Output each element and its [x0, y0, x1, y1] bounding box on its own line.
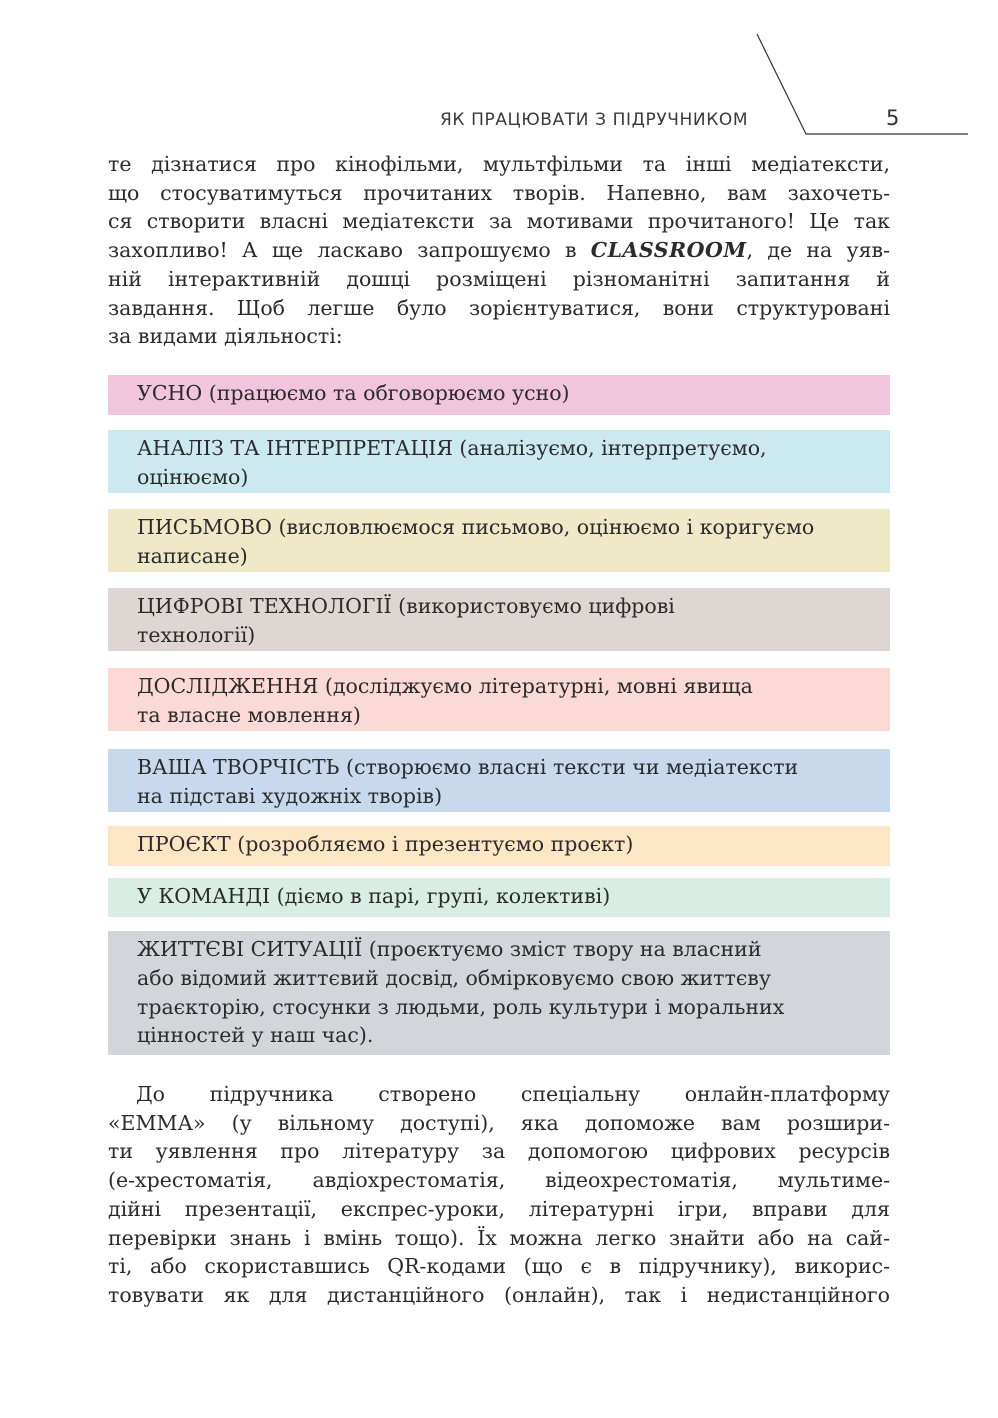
text-fragment: захопливо! А ще ласкаво запрошуємо в [108, 238, 591, 263]
text-line: «ЕММА» (у вільному доступі), яка допоможе вам розшири- [108, 1110, 890, 1135]
text-line: перевірки знань і вмінь тощо). Їх можна легко знайти або на сай- [108, 1225, 890, 1250]
box-line: та власне мовлення) [137, 702, 361, 727]
running-head: ЯК ПРАЦЮВАТИ З ПІДРУЧНИКОМ [440, 110, 749, 130]
box-line: ЖИТТЄВІ СИТУАЦІЇ (проєктуємо зміст твору на власний [137, 937, 762, 961]
box-line: ПИСЬМОВО (висловлюємося письмово, оцінюємо і коригуємо [137, 515, 815, 539]
box-line: ПРОЄКТ (розробляємо і презентуємо проєкт) [137, 832, 634, 856]
box-line: ЦИФРОВІ ТЕХНОЛОГІЇ (використовуємо цифрові [137, 594, 675, 618]
activity-box-life-situations [108, 931, 890, 1055]
box-line: ВАША ТВОРЧІСТЬ (створюємо власні тексти чи медіатексти [137, 755, 799, 779]
page-number: 5 [886, 106, 900, 130]
box-line: траєкторію, стосунки з людьми, роль культури і моральних [137, 994, 785, 1019]
text-line: те дізнатися про кінофільми, мультфільми та інші медіатексти, [108, 152, 890, 176]
text-line: за видами діяльності: [108, 324, 343, 349]
text-line: До підручника створено спеціальну онлайн-платформу [136, 1082, 890, 1106]
box-line: або відомий життєвий досвід, обмірковуємо свою життєву [137, 965, 771, 990]
intro-paragraph [108, 150, 890, 351]
text-line: ся створити власні медіатексти за мотивами прочитаного! Це так [108, 209, 890, 234]
box-line: цінностей у наш час). [137, 1023, 374, 1048]
text-line: завдання. Щоб легше було зорієнтуватися, вони структуровані [108, 295, 890, 320]
box-line: технології) [137, 622, 256, 647]
activity-box-usno [108, 375, 890, 415]
activity-box-digital [108, 588, 890, 651]
activity-box-analysis [108, 430, 890, 493]
box-line: оцінюємо) [137, 464, 249, 489]
text-line: товувати як для дистанційного (онлайн), так і недистанційного [108, 1282, 890, 1307]
box-line: на підставі художніх творів) [137, 783, 443, 808]
activity-box-research [108, 668, 890, 731]
text-line [108, 236, 890, 265]
text-line: ти уявлення про літературу за допомогою цифрових ресурсів [108, 1139, 890, 1164]
box-line: УСНО (працюємо та обговорюємо усно) [137, 381, 570, 405]
closing-paragraph [108, 1080, 890, 1310]
text-line: дійні презентації, експрес-уроки, літературні ігри, вправи для [108, 1196, 890, 1221]
text-line: ній інтерактивній дошці розміщені різноманітні запитання й [108, 266, 890, 291]
text-fragment: , де на уяв- [746, 238, 890, 263]
text-line: що стосуватимуться прочитаних творів. Напевно, вам захочеть- [108, 180, 890, 205]
box-line: написане) [137, 543, 248, 568]
text-line: (е-хрестоматія, авдіохрестоматія, відеохрестоматія, мультиме- [108, 1168, 890, 1193]
box-line: У КОМАНДІ (діємо в парі, групі, колективі) [137, 884, 611, 908]
activity-box-team [108, 878, 890, 917]
text-line: ті, або скориставшись QR-кодами (що є в підручнику), викорис- [108, 1254, 890, 1279]
activity-box-creativity [108, 749, 890, 812]
activity-box-writing [108, 509, 890, 572]
activity-box-project [108, 826, 890, 866]
box-line: АНАЛІЗ ТА ІНТЕРПРЕТАЦІЯ (аналізуємо, інтерпретуємо, [137, 436, 767, 460]
classroom-term: CLASSROOM [590, 238, 747, 263]
box-line: ДОСЛІДЖЕННЯ (досліджуємо літературні, мовні явища [137, 674, 753, 698]
